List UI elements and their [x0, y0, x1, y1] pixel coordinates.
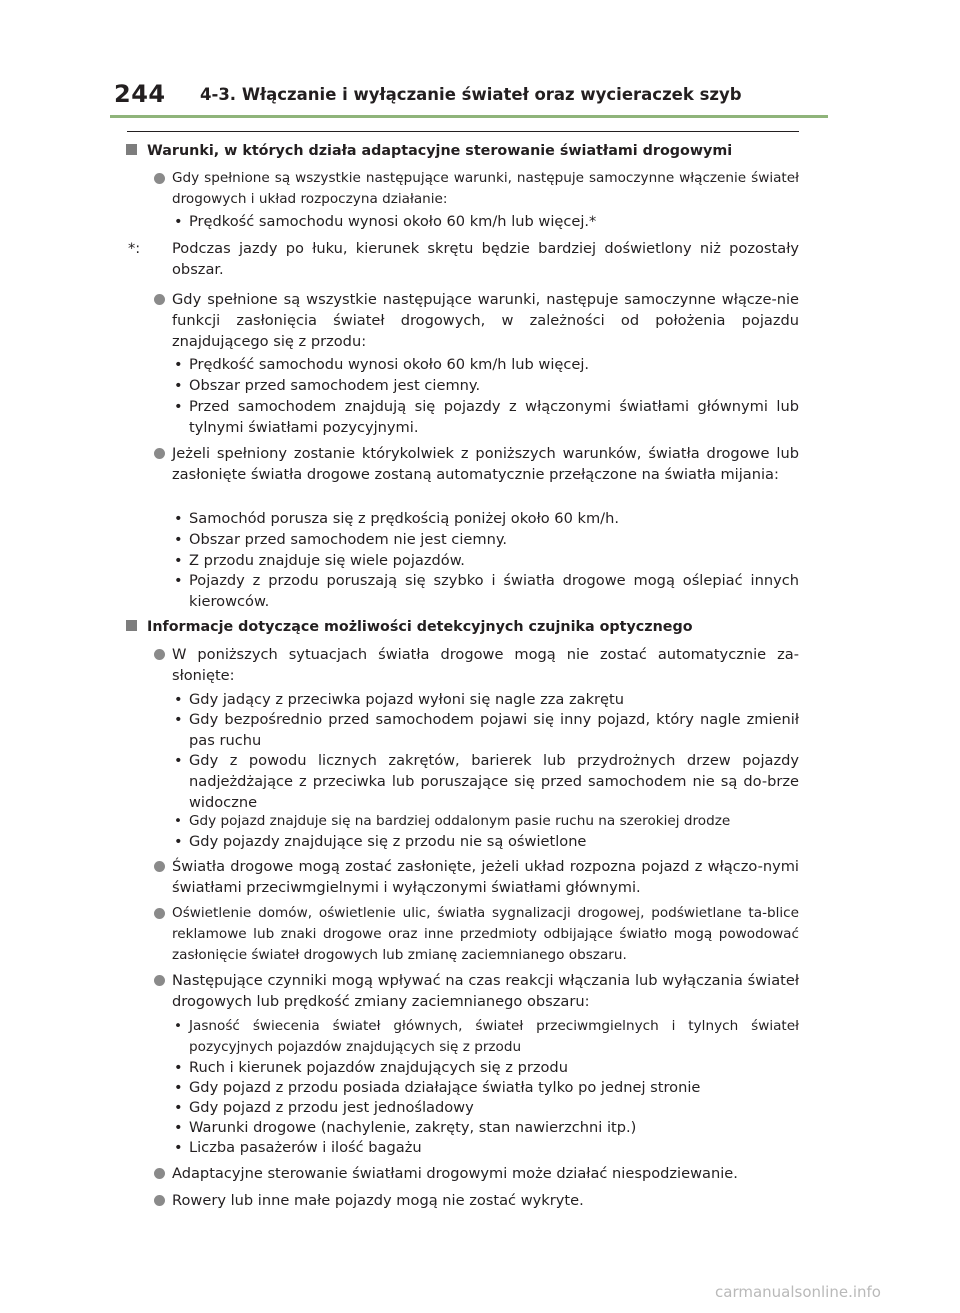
paragraph: Oświetlenie domów, oświetlenie ulic, światła sygnalizacji drogowej, podświetlane ta-blice reklamowe lub znaki drogowe oraz inne przedmioty odbijające światło mogą powodować zasłonięcie świateł drogowych lub zmianę zaciemnianego obszaru. — [172, 903, 799, 966]
paragraph: Następujące czynniki mogą wpływać na czas reakcji włączania lub wyłączania świateł drogowych lub prędkość zmiany zaciemnianego obszaru: — [172, 970, 799, 1012]
list-item: • Gdy pojazdy znajdujące się z przodu nie są oświetlone — [174, 833, 587, 850]
list-item: • Samochód porusza się z prędkością poniżej około 60 km/h. — [174, 510, 619, 527]
paragraph: Adaptacyjne sterowanie światłami drogowymi może działać niespodziewanie. — [172, 1163, 799, 1184]
footnote: *: Podczas jazdy po łuku, kierunek skrętu będzie bardziej doświetlony niż pozostały obszar. — [128, 240, 799, 278]
page-header — [0, 0, 960, 118]
page-number: 244 — [114, 80, 166, 108]
watermark: carmanualsonline.info — [715, 1283, 881, 1301]
list-item: • Prędkość samochodu wynosi około 60 km/h lub więcej.* — [174, 213, 597, 230]
list-item: • Pojazdy z przodu poruszają się szybko i światła drogowe mogą oślepiać innych kierowców. — [174, 572, 799, 610]
list-item: • Gdy pojazd z przodu jest jednośladowy — [174, 1099, 474, 1116]
square-bullet-icon — [126, 144, 137, 155]
circle-bullet-icon — [154, 649, 165, 660]
list-item: • Warunki drogowe (nachylenie, zakręty, stan nawierzchni itp.) — [174, 1119, 637, 1136]
circle-bullet-icon — [154, 861, 165, 872]
circle-bullet-icon — [154, 1168, 165, 1179]
list-item: • Gdy z powodu licznych zakrętów, barierek lub przydrożnych drzew pojazdy nadjeżdżające z przeciwka lub poruszające się przed samochodem nie są do-brze widoczne — [174, 752, 799, 811]
list-item: • Jasność świecenia świateł głównych, świateł przeciwmgielnych i tylnych świateł pozycyjnych pojazdów znajdujących się z przodu — [174, 1018, 799, 1055]
list-item: • Obszar przed samochodem nie jest ciemny. — [174, 531, 508, 548]
list-item: • Gdy bezpośrednio przed samochodem pojawi się inny pojazd, który nagle zmienił pas ruchu — [174, 711, 799, 749]
circle-bullet-icon — [154, 173, 165, 184]
paragraph: Gdy spełnione są wszystkie następujące warunki, następuje samoczynne włączenie świateł drogowych i układ rozpoczyna działanie: — [172, 168, 799, 210]
list-item: • Ruch i kierunek pojazdów znajdujących się z przodu — [174, 1059, 568, 1076]
list-item: • Obszar przed samochodem jest ciemny. — [174, 377, 481, 394]
paragraph: Światła drogowe mogą zostać zasłonięte, jeżeli układ rozpozna pojazd z włączo-nymi światłami przeciwmgielnymi i wyłączonymi światłami głównymi. — [172, 856, 799, 898]
list-item: • Prędkość samochodu wynosi około 60 km/h lub więcej. — [174, 356, 590, 373]
section-heading: Informacje dotyczące możliwości detekcyjnych czujnika optycznego — [126, 619, 693, 635]
chapter-title: 4-3. Włączanie i wyłączanie świateł oraz wycieraczek szyb — [200, 85, 742, 104]
paragraph: Rowery lub inne małe pojazdy mogą nie zostać wykryte. — [172, 1190, 799, 1211]
list-item: • Liczba pasażerów i ilość bagażu — [174, 1139, 422, 1156]
circle-bullet-icon — [154, 294, 165, 305]
list-item: • Z przodu znajduje się wiele pojazdów. — [174, 552, 465, 569]
paragraph: Jeżeli spełniony zostanie którykolwiek z poniższych warunków, światła drogowe lub zasłonięte światła drogowe zostaną automatycznie przełączone na światła mijania: — [172, 443, 799, 485]
section-divider — [127, 131, 799, 132]
list-item: • Gdy jadący z przeciwka pojazd wyłoni się nagle zza zakrętu — [174, 691, 624, 708]
list-item: • Gdy pojazd z przodu posiada działające światła tylko po jednej stronie — [174, 1079, 701, 1096]
circle-bullet-icon — [154, 1195, 165, 1206]
circle-bullet-icon — [154, 975, 165, 986]
list-item: • Przed samochodem znajdują się pojazdy z włączonymi światłami głównymi lub tylnymi światłami pozycyjnymi. — [174, 398, 799, 436]
section-heading: Warunki, w których działa adaptacyjne sterowanie światłami drogowymi — [126, 143, 732, 159]
paragraph: Gdy spełnione są wszystkie następujące warunki, następuje samoczynne włącze-nie funkcji zasłonięcia świateł drogowych, w zależności od położenia pojazdu znajdującego się z przodu: — [172, 289, 799, 352]
list-item: • Gdy pojazd znajduje się na bardziej oddalonym pasie ruchu na szerokiej drodze — [174, 813, 731, 829]
circle-bullet-icon — [154, 908, 165, 919]
header-divider — [110, 115, 828, 118]
circle-bullet-icon — [154, 448, 165, 459]
square-bullet-icon — [126, 620, 137, 631]
paragraph: W poniższych sytuacjach światła drogowe mogą nie zostać automatycznie za-słonięte: — [172, 644, 799, 686]
